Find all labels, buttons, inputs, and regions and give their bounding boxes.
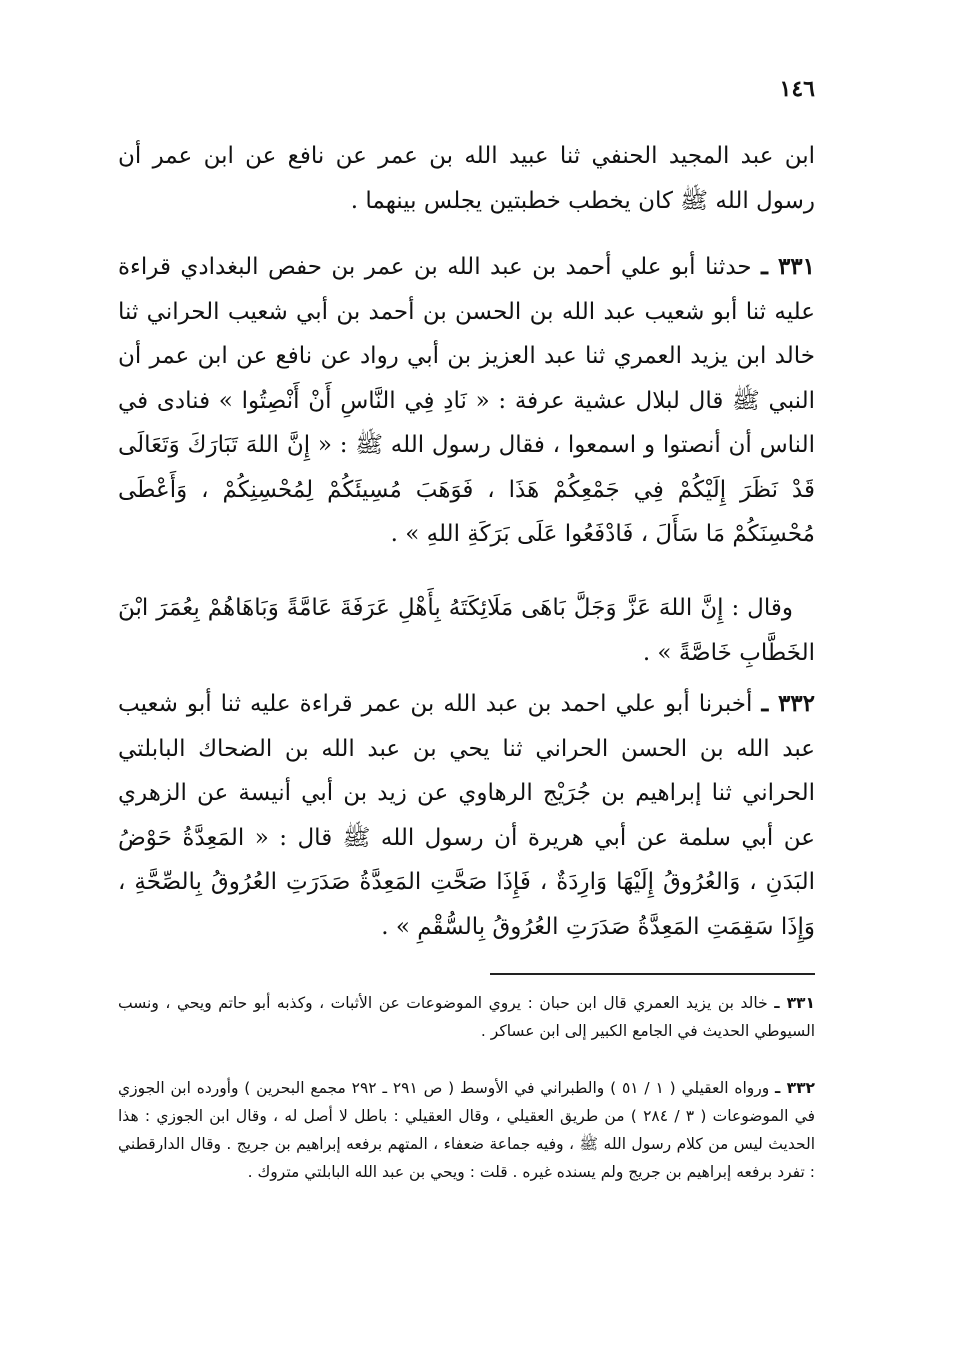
footnote-331: [118, 989, 815, 1045]
hadith-text: حدثنا أبو علي أحمد بن عبد الله بن عمر بن حفص البغدادي قراءة عليه ثنا أبو شعيب عبد الله بن الحسن بن أحمد بن أبي شعيب الحراني ثنا خالد ابن يزيد العمري ثنا عبد العزيز بن أبي رواد عن نافع عن ابن عمر أن النبي ﷺ قال لبلال عشية عرفة : « نَادِ فِي النَّاسِ أَنْ أَنْصِتُوا » فنادى في الناس أن أنصتوا و اسمعوا ، فقال رسول الله ﷺ : « إِنَّ اللهَ تَبَارَكَ وَتَعَالَى قَدْ نَظَرَ إِلَيْكُمْ فِي جَمْعِكُمْ هَذَا ، فَوَهَبَ مُسِيئَكُمْ لِمُحْسِنِكُمْ ، وَأَعْطَى مُحْسِنَكُمْ مَا سَأَلَ ، فَادْفَعُوا عَلَى بَرَكَةِ اللهِ » .: [118, 254, 815, 547]
footnote-332: [118, 1074, 815, 1186]
paragraph-text: وقال : إِنَّ اللهَ عَزَّ وَجَلَّ بَاهَى مَلَائِكَتَهُ بِأَهْلِ عَرَفَةَ عَامَّةً وَبَاهَاهُمْ بِعُمَرَ ابْنَ الخَطَّابِ خَاصَّةً » .: [118, 595, 815, 666]
footnote-number: ٣٣١ ـ: [774, 994, 815, 1012]
footnote-divider: [490, 973, 815, 975]
hadith-number: ٣٣٢ ـ: [761, 690, 815, 717]
hadith-332: [118, 682, 815, 949]
paragraph-text: ابن عبد المجيد الحنفي ثنا عبيد الله بن عمر عن نافع عن ابن عمر أن رسول الله ﷺ كان يخطب خطبتين يجلس بينهما .: [118, 143, 815, 214]
hadith-number: ٣٣١ ـ: [761, 253, 815, 280]
footnote-number: ٣٣٢ ـ: [775, 1079, 815, 1097]
page-number: ١٤٦: [779, 76, 815, 102]
hadith-text: أخبرنا أبو علي احمد بن عبد الله بن عمر قراءة عليه ثنا أبو شعيب عبد الله بن الحسن الحراني ثنا يحي بن عبد الله بن الضحاك البابلتي الحراني ثنا إبراهيم بن جُرَيْج الرهاوي عن زيد بن أبي أنيسة عن الزهري عن أبي سلمة عن أبي هريرة أن رسول الله ﷺ قال : « المَعِدَّةُ حَوْضُ البَدَنِ ، وَالعُرُوقُ إِلَيْهَا وَارِدَةٌ ، فَإِذَا صَحَّتِ المَعِدَّةُ صَدَرَتِ العُرُوقُ بِالصِّحَّةِ ، وَإِذَا سَقِمَتِ المَعِدَّةُ صَدَرَتِ العُرُوقُ بِالسُّقْمِ » .: [118, 691, 815, 940]
footnote-text: ورواه العقيلي ( ١ / ٥١ ) والطبراني في الأوسط ( ص ٢٩١ ـ ٢٩٢ مجمع البحرين ) وأورده ابن الجوزي في الموضوعات ( ٣ / ٢٨٤ ) من طريق العقيلي ، وقال العقيلي : باطل لا أصل له ، وقال ابن الجوزي : هذا الحديث ليس من كلام رسول الله ﷺ ، وفيه جماعة ضعفاء ، المتهم برفعه إبراهيم بن جريج . وقال الدارقطني : تفرد برفعه إبراهيم بن جريج ولم يسنده غيره . قلت : ويحي بن عبد الله البابلتي متروك .: [118, 1079, 815, 1181]
paragraph-continuation: [118, 134, 815, 223]
hadith-331-addendum: [118, 586, 815, 675]
footnote-text: خالد بن يزيد العمري قال ابن حبان : يروي الموضوعات عن الأثبات ، وكذبه أبو حاتم ويحي ، ونسب السيوطي الحديث في الجامع الكبير إلى ابن عساكر .: [118, 994, 815, 1040]
hadith-331: [118, 245, 815, 557]
